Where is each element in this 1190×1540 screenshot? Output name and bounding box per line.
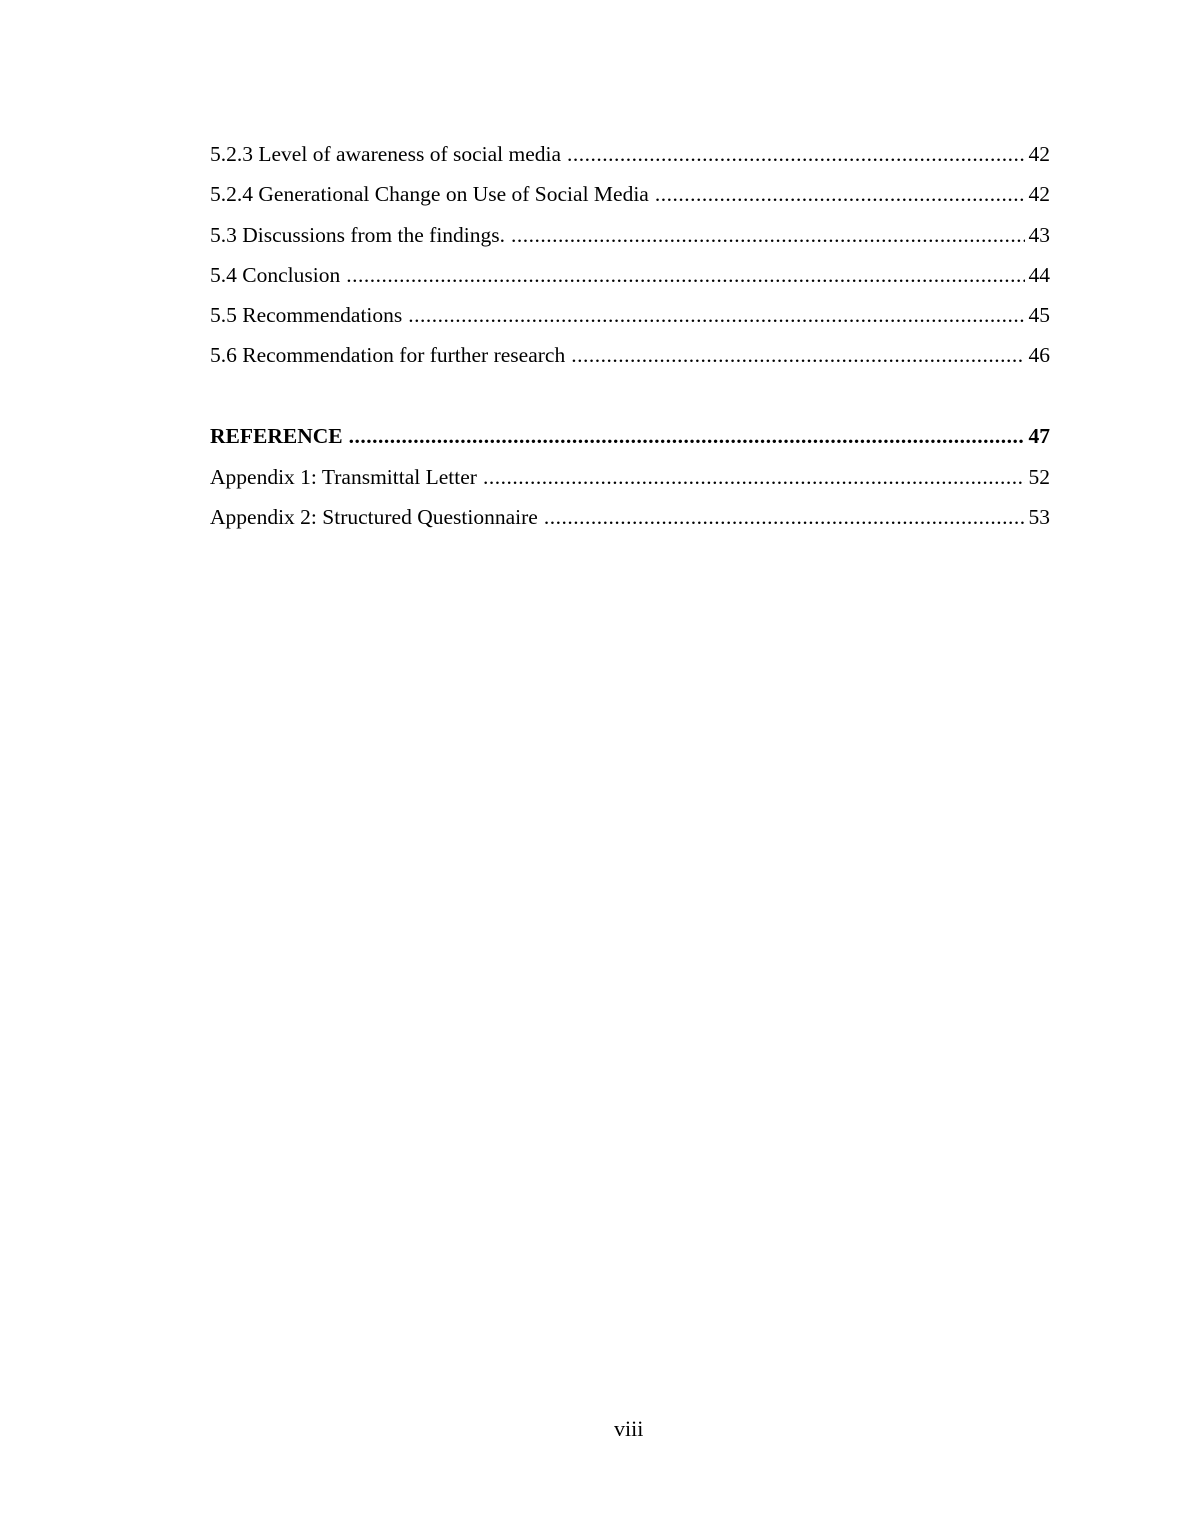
toc-entry xyxy=(210,339,1050,379)
toc-entry-title: 5.3 Discussions from the findings. xyxy=(210,222,506,247)
toc-entry xyxy=(210,219,1050,259)
toc-entry xyxy=(210,259,1050,299)
toc-dot-leader xyxy=(655,178,1025,210)
toc-entry-page: 46 xyxy=(1028,343,1050,368)
toc-dot-leader xyxy=(544,501,1025,533)
toc-entry-title: Appendix 2: Structured Questionnaire xyxy=(210,504,538,529)
toc-dot-leader xyxy=(346,259,1024,291)
toc-entry xyxy=(210,501,1050,541)
toc-entry-reference xyxy=(210,420,1050,460)
toc-entry-title: 5.6 Recommendation for further research xyxy=(210,343,566,368)
toc-entry-page: 43 xyxy=(1028,222,1050,247)
page-number: viii xyxy=(614,1416,644,1441)
toc-entry xyxy=(210,178,1050,218)
toc-entry-page: 42 xyxy=(1028,182,1050,207)
table-of-contents xyxy=(210,138,1050,541)
toc-entry-title: 5.4 Conclusion xyxy=(210,262,341,287)
toc-entry-title: 5.5 Recommendations xyxy=(210,303,403,328)
toc-entry xyxy=(210,299,1050,339)
toc-entry-title: 5.2.4 Generational Change on Use of Social Media xyxy=(210,182,649,207)
toc-entry-title: 5.2.3 Level of awareness of social media xyxy=(210,142,562,166)
toc-entry-page: 45 xyxy=(1028,303,1050,328)
toc-dot-leader xyxy=(349,420,1025,452)
toc-dot-leader xyxy=(483,461,1025,493)
toc-entry-page: 44 xyxy=(1028,262,1050,287)
toc-entry-page: 52 xyxy=(1028,464,1050,489)
toc-entry-page: 47 xyxy=(1028,424,1050,449)
toc-entry xyxy=(210,461,1050,501)
toc-dot-leader xyxy=(571,339,1024,371)
toc-entry-page: 53 xyxy=(1028,504,1050,529)
toc-spacer xyxy=(210,380,1050,421)
toc-dot-leader xyxy=(567,138,1024,170)
toc-entry-page: 42 xyxy=(1028,142,1050,166)
toc-dot-leader xyxy=(511,219,1024,251)
toc-entry-title: Appendix 1: Transmittal Letter xyxy=(210,464,477,489)
toc-entry xyxy=(210,138,1050,178)
toc-entry-title: REFERENCE xyxy=(210,424,343,449)
toc-dot-leader xyxy=(408,299,1024,331)
